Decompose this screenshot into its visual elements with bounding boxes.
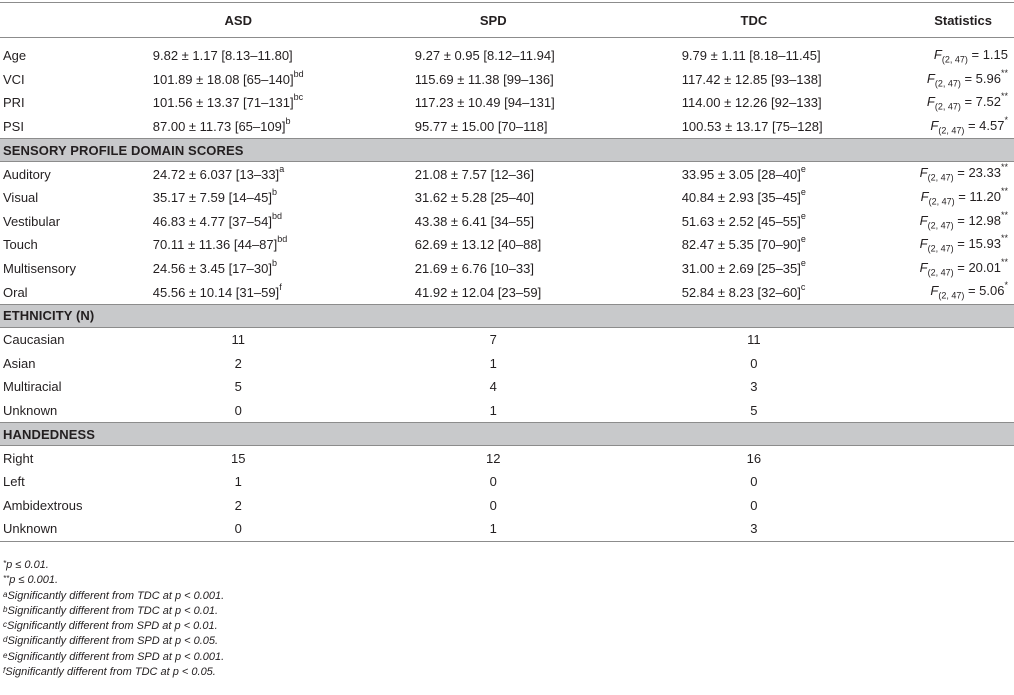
- statistics-cell: [875, 210, 1014, 234]
- f-degrees: (2, 47): [938, 290, 965, 301]
- tdc-cell-superscript: e: [800, 163, 806, 174]
- f-symbol: F: [926, 70, 935, 86]
- footnote-text: Significantly different from TDC at p < 0.01.: [7, 604, 219, 617]
- header-statistics: Statistics: [875, 3, 1014, 38]
- tdc-count: 3: [633, 517, 875, 541]
- significance-stars: **: [1000, 67, 1008, 78]
- footnote: [3, 573, 224, 588]
- footnote-marker: f: [3, 666, 6, 676]
- asd-count: 15: [231, 450, 246, 466]
- f-value: = 11.20: [954, 188, 1001, 204]
- asd-cell-value: 101.56 ± 13.37 [71–131]: [152, 95, 294, 111]
- tdc-cell: [633, 233, 875, 257]
- footnote-text: Significantly different from TDC at p < 0.001.: [7, 589, 225, 602]
- f-value: = 7.52: [960, 94, 1001, 110]
- f-value: = 5.96: [960, 70, 1001, 86]
- spd-cell-value: 115.69 ± 11.38 [99–136]: [414, 71, 554, 87]
- tdc-count: 11: [747, 332, 761, 348]
- tdc-cell-superscript: e: [800, 187, 806, 198]
- f-symbol: F: [919, 165, 928, 181]
- spd-cell: [354, 280, 633, 304]
- header-tdc: TDC: [633, 3, 875, 38]
- f-symbol: F: [919, 259, 928, 275]
- row-label: Multisensory: [3, 261, 76, 277]
- asd-cell: [123, 38, 354, 68]
- statistics-cell: [875, 280, 1014, 304]
- tdc-cell: [633, 115, 875, 139]
- header-spd: SPD: [354, 3, 633, 38]
- spd-count: 7: [489, 332, 497, 348]
- tdc-cell: [633, 91, 875, 115]
- significance-stars: **: [1000, 233, 1008, 244]
- tdc-count: 0: [750, 355, 758, 371]
- tdc-cell-superscript: e: [800, 210, 806, 221]
- asd-cell-superscript: bd: [293, 68, 304, 79]
- tdc-count: 16: [746, 450, 762, 466]
- row-label: Asian: [3, 355, 36, 371]
- significance-stars: **: [1000, 162, 1008, 173]
- spd-cell: [354, 115, 633, 139]
- asd-cell-superscript: b: [271, 187, 277, 198]
- tdc-count: 0: [750, 474, 758, 490]
- tdc-cell-value: 40.84 ± 2.93 [35–45]: [681, 190, 801, 206]
- f-value: = 5.06: [964, 283, 1005, 299]
- row-label: PSI: [3, 119, 24, 135]
- f-degrees: (2, 47): [938, 125, 965, 136]
- statistics-cell: [875, 91, 1014, 115]
- tdc-count: 3: [750, 379, 758, 395]
- table-row: [0, 446, 1014, 470]
- footnote: [3, 604, 224, 619]
- asd-count: 5: [234, 379, 242, 395]
- table-row: [0, 327, 1014, 351]
- significance-stars: *: [1004, 114, 1008, 125]
- significance-stars: **: [1000, 209, 1008, 220]
- table-row: [0, 399, 1014, 423]
- tdc-cell: [633, 68, 875, 92]
- f-symbol: F: [930, 283, 939, 299]
- row-label: Oral: [3, 284, 28, 300]
- footnote-text: Significantly different from SPD at p < 0.001.: [7, 650, 225, 663]
- spd-cell: [354, 257, 633, 281]
- table-row: [0, 68, 1014, 92]
- f-value: = 15.93: [953, 236, 1001, 252]
- asd-cell-value: 101.89 ± 18.08 [65–140]: [152, 71, 294, 87]
- footnote-text: Significantly different from SPD at p < 0.05.: [7, 635, 219, 648]
- spd-cell: [354, 68, 633, 92]
- table-row: [0, 233, 1014, 257]
- asd-cell-value: 9.82 ± 1.17 [8.13–11.80]: [152, 48, 293, 64]
- spd-count: 1: [489, 403, 497, 419]
- table-row: [0, 257, 1014, 281]
- asd-count: 11: [231, 332, 246, 348]
- spd-count: 0: [489, 474, 497, 490]
- asd-cell: [123, 280, 354, 304]
- significance-stars: **: [1000, 91, 1008, 102]
- header-asd: ASD: [123, 3, 354, 38]
- f-symbol: F: [919, 236, 928, 252]
- tdc-cell: [633, 38, 875, 68]
- tdc-cell-value: 9.79 ± 1.11 [8.18–11.45]: [681, 48, 821, 64]
- table-row: [0, 38, 1014, 68]
- spd-cell: [354, 38, 633, 68]
- spd-cell: [354, 210, 633, 234]
- tdc-cell-value: 33.95 ± 3.05 [28–40]: [681, 166, 801, 182]
- footnote-marker: b: [3, 604, 8, 614]
- spd-count: 0: [489, 497, 497, 513]
- significance-stars: **: [1000, 256, 1008, 267]
- tdc-cell: [633, 257, 875, 281]
- statistics-empty: [875, 517, 1014, 541]
- footnote-marker: e: [3, 650, 8, 660]
- f-symbol: F: [920, 188, 929, 204]
- tdc-count: 5: [750, 403, 758, 419]
- footnote: [3, 650, 224, 665]
- section-sensory-profile-label: SENSORY PROFILE DOMAIN SCORES: [0, 139, 1014, 162]
- footnote-text: p ≤ 0.001.: [9, 574, 59, 587]
- footnote-marker: a: [3, 589, 8, 599]
- footnote-text: Significantly different from SPD at p < 0.01.: [7, 620, 218, 633]
- f-degrees: (2, 47): [927, 220, 954, 231]
- asd-cell: [123, 91, 354, 115]
- statistics-cell: [875, 38, 1014, 68]
- statistics-empty: [875, 494, 1014, 518]
- asd-cell-value: 46.83 ± 4.77 [37–54]: [152, 213, 272, 229]
- f-value: = 1.15: [967, 47, 1008, 62]
- asd-cell: [123, 233, 354, 257]
- asd-count: 2: [234, 497, 242, 513]
- tdc-cell: [633, 280, 875, 304]
- spd-cell: [354, 233, 633, 257]
- tdc-cell-value: 114.00 ± 12.26 [92–133]: [681, 95, 822, 111]
- f-value: = 4.57: [964, 117, 1005, 133]
- table-row: [0, 517, 1014, 541]
- tdc-cell: [633, 162, 875, 186]
- tdc-cell-value: 31.00 ± 2.69 [25–35]: [681, 261, 801, 277]
- tdc-cell: [633, 186, 875, 210]
- spd-cell-value: 21.08 ± 7.57 [12–36]: [414, 166, 534, 182]
- asd-cell-superscript: b: [285, 116, 291, 127]
- tdc-cell-value: 100.53 ± 13.17 [75–128]: [681, 119, 823, 135]
- footnote: [3, 619, 224, 634]
- row-label: Caucasian: [3, 332, 65, 348]
- footnote-marker: c: [3, 620, 7, 630]
- tdc-cell-superscript: c: [800, 281, 806, 292]
- asd-cell: [123, 210, 354, 234]
- asd-cell-value: 87.00 ± 11.73 [65–109]: [152, 119, 286, 135]
- f-degrees: (2, 47): [928, 196, 955, 207]
- f-degrees: (2, 47): [927, 172, 954, 183]
- row-label: Multiracial: [3, 379, 62, 395]
- table-row: [0, 91, 1014, 115]
- footnote: [3, 589, 224, 604]
- asd-cell-value: 24.72 ± 6.037 [13–33]: [152, 166, 280, 182]
- f-degrees: (2, 47): [934, 78, 961, 89]
- spd-count: 1: [354, 517, 633, 541]
- f-symbol: F: [919, 212, 928, 228]
- footnote-text: p ≤ 0.01.: [6, 559, 49, 571]
- spd-cell-value: 9.27 ± 0.95 [8.12–11.94]: [414, 48, 555, 64]
- f-degrees: (2, 47): [934, 101, 961, 112]
- asd-count: 0: [123, 517, 354, 541]
- header-blank: [0, 3, 123, 38]
- statistics-cell: [875, 233, 1014, 257]
- section-ethnicity-label: ETHNICITY (N): [0, 304, 1014, 327]
- f-degrees: (2, 47): [927, 243, 954, 254]
- significance-stars: **: [1000, 185, 1008, 196]
- spd-count: 1: [489, 355, 497, 371]
- section-handedness-label: HANDEDNESS: [0, 423, 1014, 446]
- footnote-text: Significantly different from TDC at p < 0.05.: [5, 666, 216, 679]
- row-label: PRI: [3, 95, 25, 111]
- asd-cell-superscript: b: [271, 258, 277, 269]
- asd-cell-superscript: bc: [293, 92, 304, 103]
- tdc-cell: [633, 210, 875, 234]
- asd-cell-superscript: f: [279, 281, 282, 292]
- asd-cell-superscript: bd: [271, 210, 282, 221]
- statistics-empty: [875, 399, 1014, 423]
- row-label: Right: [3, 450, 34, 466]
- asd-cell-value: 24.56 ± 3.45 [17–30]: [152, 261, 272, 277]
- statistics-empty: [875, 375, 1014, 399]
- tdc-cell-value: 117.42 ± 12.85 [93–138]: [681, 71, 822, 87]
- spd-cell-value: 41.92 ± 12.04 [23–59]: [414, 284, 542, 300]
- asd-cell: [123, 68, 354, 92]
- table-row: [0, 470, 1014, 494]
- statistics-cell: [875, 186, 1014, 210]
- asd-cell: [123, 257, 354, 281]
- spd-cell-value: 117.23 ± 10.49 [94–131]: [414, 95, 555, 111]
- spd-cell-value: 43.38 ± 6.41 [34–55]: [414, 213, 534, 229]
- row-label: Touch: [3, 237, 38, 253]
- footnote: [3, 665, 224, 680]
- row-label: Age: [3, 48, 27, 64]
- f-symbol: F: [926, 94, 935, 110]
- asd-cell-superscript: bd: [277, 234, 288, 245]
- asd-cell-value: 45.56 ± 10.14 [31–59]: [152, 284, 280, 300]
- table-footnotes: [3, 558, 224, 680]
- asd-cell-superscript: a: [279, 163, 285, 174]
- statistics-cell: [875, 162, 1014, 186]
- footnote-marker: **: [3, 574, 10, 584]
- tdc-cell-value: 51.63 ± 2.52 [45–55]: [681, 213, 801, 229]
- spd-cell-value: 21.69 ± 6.76 [10–33]: [414, 261, 534, 277]
- table-row: [0, 494, 1014, 518]
- f-value: = 20.01: [953, 259, 1001, 275]
- footnote-marker: d: [3, 635, 8, 645]
- asd-cell: [123, 162, 354, 186]
- table-row: [0, 375, 1014, 399]
- footnote-marker: *: [3, 559, 7, 568]
- table-row: [0, 280, 1014, 304]
- spd-cell: [354, 186, 633, 210]
- section-sensory-profile: [0, 139, 1014, 162]
- significance-stars: *: [1004, 280, 1008, 291]
- asd-cell: [123, 115, 354, 139]
- table-row: [0, 162, 1014, 186]
- table-row: [0, 186, 1014, 210]
- asd-cell-value: 70.11 ± 11.36 [44–87]: [152, 237, 278, 253]
- row-label: Left: [3, 474, 25, 490]
- statistics-empty: [875, 446, 1014, 470]
- spd-cell-value: 31.62 ± 5.28 [25–40]: [414, 190, 534, 206]
- tdc-cell-value: 52.84 ± 8.23 [32–60]: [681, 284, 801, 300]
- table-row: [0, 115, 1014, 139]
- row-label: Unknown: [3, 403, 58, 419]
- spd-cell-value: 62.69 ± 13.12 [40–88]: [414, 237, 542, 253]
- asd-cell-value: 35.17 ± 7.59 [14–45]: [152, 190, 272, 206]
- row-label: Auditory: [3, 166, 51, 182]
- section-handedness: [0, 423, 1014, 446]
- f-symbol: F: [930, 117, 939, 133]
- spd-cell-value: 95.77 ± 15.00 [70–118]: [414, 119, 548, 135]
- statistics-cell: [875, 115, 1014, 139]
- spd-count: 4: [489, 379, 497, 395]
- tdc-cell-superscript: e: [800, 234, 806, 245]
- asd-count: 0: [234, 403, 242, 419]
- spd-count: 12: [486, 450, 501, 466]
- f-degrees: (2, 47): [941, 54, 968, 65]
- footnote: [3, 634, 224, 649]
- tdc-cell-superscript: e: [800, 258, 806, 269]
- spd-cell: [354, 91, 633, 115]
- f-degrees: (2, 47): [927, 267, 954, 278]
- f-value: = 23.33: [953, 165, 1001, 181]
- asd-count: 1: [234, 474, 242, 490]
- section-ethnicity: [0, 304, 1014, 327]
- tdc-count: 0: [750, 497, 758, 513]
- statistics-empty: [875, 470, 1014, 494]
- footnote: [3, 558, 224, 573]
- row-label: Vestibular: [3, 213, 61, 229]
- spd-cell: [354, 162, 633, 186]
- demographics-table: [0, 2, 1014, 542]
- f-symbol: F: [933, 47, 942, 62]
- table-row: [0, 210, 1014, 234]
- asd-cell: [123, 186, 354, 210]
- statistics-empty: [875, 352, 1014, 376]
- table-row: [0, 352, 1014, 376]
- header-row: [0, 3, 1014, 38]
- statistics-empty: [875, 327, 1014, 351]
- row-label: VCI: [3, 71, 25, 87]
- row-label: Ambidextrous: [3, 497, 83, 513]
- tdc-cell-value: 82.47 ± 5.35 [70–90]: [681, 237, 801, 253]
- f-value: = 12.98: [953, 212, 1001, 228]
- row-label: Visual: [3, 190, 39, 206]
- statistics-cell: [875, 257, 1014, 281]
- row-label: Unknown: [0, 517, 123, 541]
- statistics-cell: [875, 68, 1014, 92]
- asd-count: 2: [234, 355, 242, 371]
